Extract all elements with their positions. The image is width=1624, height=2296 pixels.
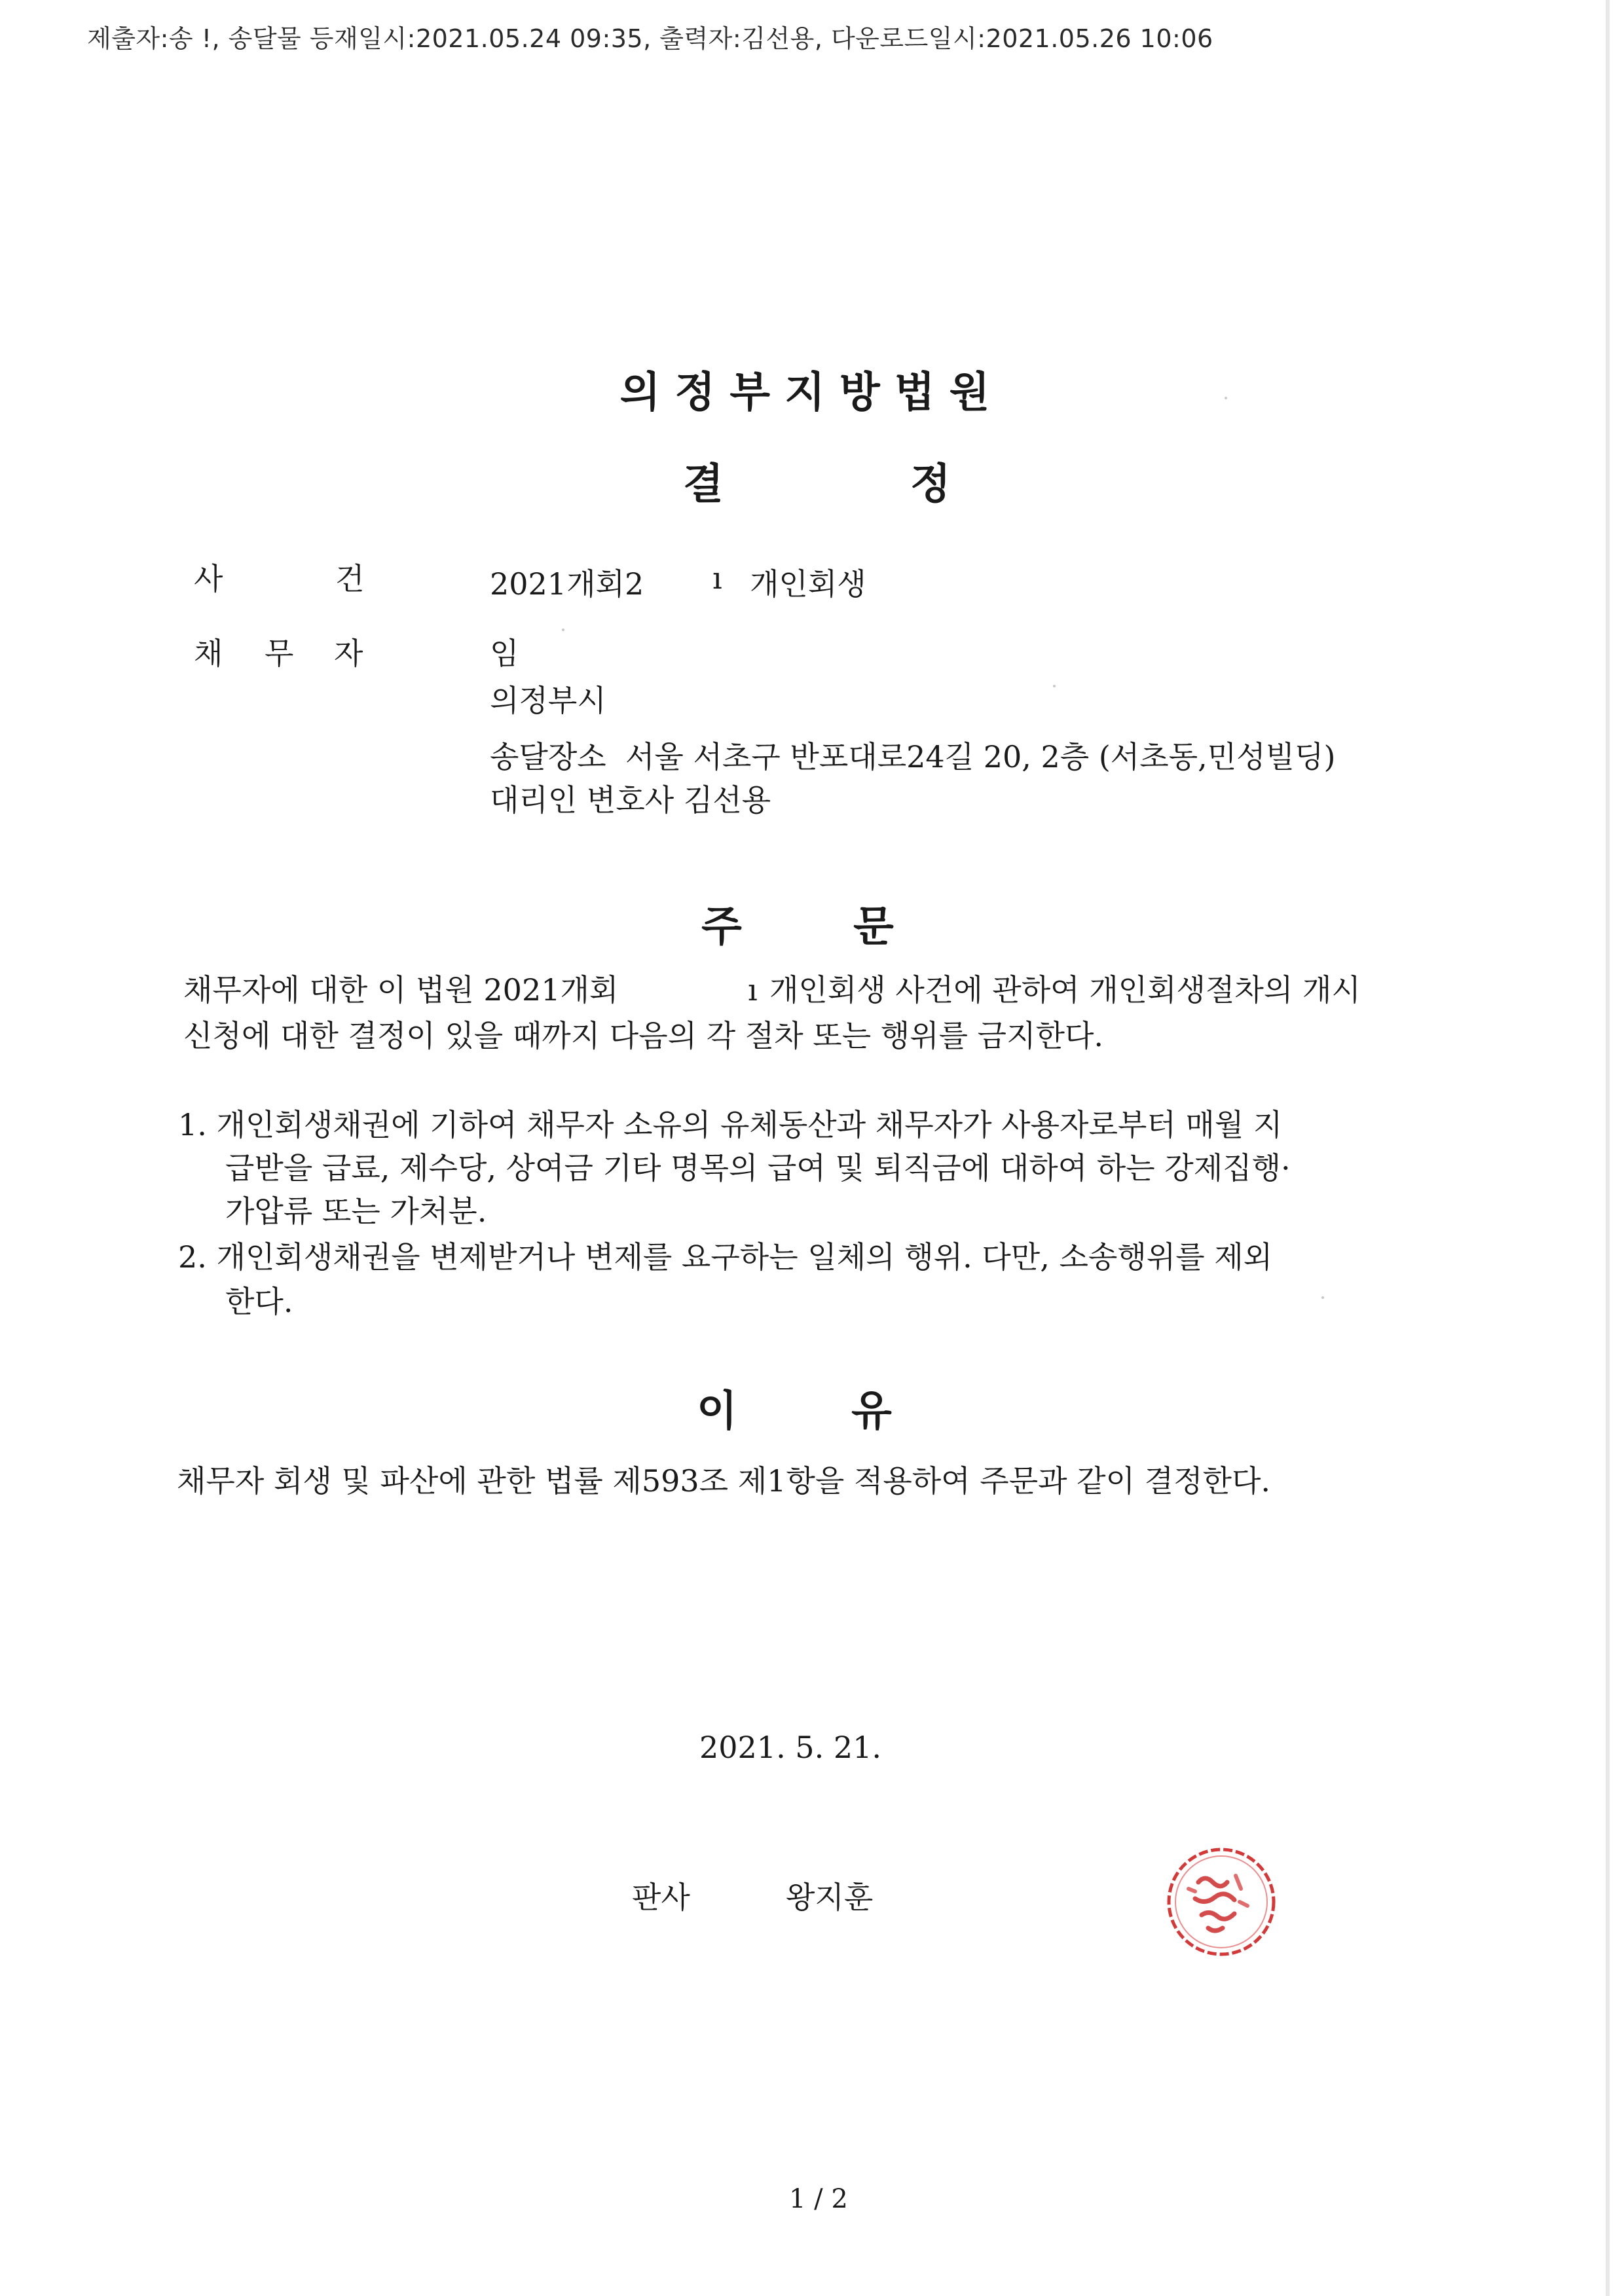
order-intro-line-1b: 개인회생 사건에 관하여 개인회생절차의 개시 (769, 972, 1361, 1008)
judge-seal-stamp (1162, 1843, 1280, 1961)
debtor-service-address: 송달장소 서울 서초구 반포대로24길 20, 2층 (서초동,민성빌딩) (490, 739, 1336, 774)
judge-title: 판사 (632, 1880, 690, 1915)
reason-text: 채무자 회생 및 파산에 관한 법률 제593조 제1항을 적용하여 주문과 같이 결정한다. (177, 1463, 1271, 1499)
order-item-1-line-3: 가압류 또는 가처분. (225, 1194, 487, 1229)
page-number: 1 / 2 (789, 2184, 848, 2214)
order-item-1-line-1: 1. 개인회생채권에 기하여 채무자 소유의 유체동산과 채무자가 사용자로부터 매월 지 (178, 1107, 1283, 1142)
scan-speck (1225, 397, 1227, 399)
scan-edge (1606, 0, 1610, 2296)
case-label-char-2: 건 (335, 561, 365, 596)
debtor-label-char-2: 무 (265, 636, 294, 671)
download-metadata: 제출자:송 !, 송달물 등재일시:2021.05.24 09:35, 출력자:김선용, 다운로드일시:2021.05.26 10:06 (87, 24, 1213, 53)
case-type: 개인회생 (750, 566, 866, 602)
scan-speck (1321, 1296, 1324, 1299)
scan-speck (562, 629, 564, 631)
order-intro-line-2: 신청에 대한 결정이 있을 때까지 다음의 각 절차 또는 행위를 금지한다. (183, 1018, 1104, 1053)
case-label-char-1: 사 (194, 561, 223, 596)
debtor-name: 임 (490, 636, 519, 671)
debtor-label-char-3: 자 (334, 636, 363, 671)
debtor-agent: 대리인 변호사 김선용 (490, 782, 771, 818)
decision-date: 2021. 5. 21. (699, 1730, 881, 1765)
document-title-left: 결 (683, 460, 724, 509)
order-item-2-line-1: 2. 개인회생채권을 변제받거나 변제를 요구하는 일체의 행위. 다만, 소송행위를 제외 (178, 1239, 1273, 1275)
case-redaction-mark: ı (712, 560, 722, 596)
judge-name: 왕지훈 (786, 1880, 874, 1915)
order-intro-redaction-mark: ı (748, 972, 758, 1008)
order-item-2-line-2: 한다. (225, 1284, 293, 1319)
case-number: 2021개회2 (490, 566, 644, 602)
scan-speck (1053, 685, 1056, 687)
document-title-right: 정 (910, 460, 951, 509)
order-title-left: 주 (701, 903, 742, 951)
reason-title-left: 이 (697, 1387, 737, 1436)
order-title-right: 문 (853, 903, 894, 951)
order-intro-line-1a: 채무자에 대한 이 법원 2021개회 (183, 972, 619, 1008)
reason-title-right: 유 (851, 1387, 892, 1436)
order-item-1-line-2: 급받을 급료, 제수당, 상여금 기타 명목의 급여 및 퇴직금에 대하여 하는 강제집행· (225, 1150, 1291, 1186)
debtor-label-char-1: 채 (194, 636, 223, 671)
debtor-address: 의정부시 (490, 683, 606, 718)
court-name: 의정부지방법원 (619, 369, 1005, 417)
